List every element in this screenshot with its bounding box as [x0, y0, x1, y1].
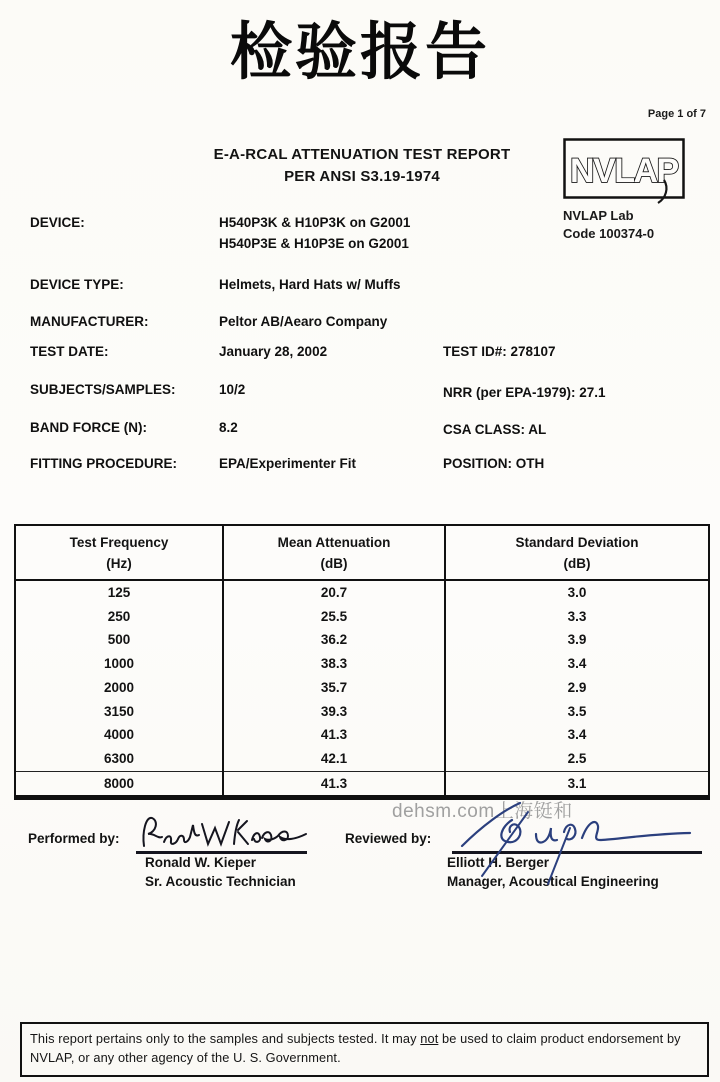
table-cell: 500 — [107, 632, 131, 648]
table-cell: 3.9 — [445, 628, 709, 652]
table-cell: 2.9 — [445, 676, 709, 700]
table-cell: 25.5 — [223, 605, 445, 629]
table-cell: 125 — [107, 585, 131, 600]
performed-by-title: Sr. Acoustic Technician — [145, 874, 296, 889]
position-field: POSITION: OTH — [443, 456, 545, 471]
table-cell: 39.3 — [223, 700, 445, 724]
performed-signature-icon — [138, 806, 313, 854]
fitting-procedure-label: FITTING PROCEDURE: — [30, 456, 177, 471]
table-row — [15, 700, 709, 724]
nrr-field: NRR (per EPA-1979): 27.1 — [443, 385, 606, 400]
watermark: dehsm.com上海铤和 — [392, 801, 573, 822]
device-value-line1: H540P3K & H10P3K on G2001 — [219, 215, 411, 230]
table-cell: 3.5 — [445, 700, 709, 724]
table-cell: 41.3 — [223, 723, 445, 747]
table-row — [15, 628, 709, 652]
nvlap-logo-icon — [563, 138, 685, 200]
band-force-label: BAND FORCE (N): — [30, 420, 147, 435]
table-row — [15, 723, 709, 747]
fitting-procedure-value: EPA/Experimenter Fit — [219, 456, 357, 471]
table-cell: 36.2 — [223, 628, 445, 652]
table-cell: 250 — [107, 608, 131, 624]
nvlap-lab-line2: Code 100374-0 — [563, 226, 655, 241]
disclaimer-box — [20, 1022, 709, 1077]
reviewed-signature-icon — [452, 796, 702, 854]
table-row — [15, 652, 709, 676]
table-row — [15, 676, 709, 700]
table-cell: 6300 — [103, 750, 135, 766]
table-cell: 3150 — [103, 703, 135, 719]
page-indicator: Page 1 of 7 — [647, 108, 706, 120]
test-id-field: TEST ID#: 278107 — [443, 344, 556, 359]
table-cell: 2000 — [103, 679, 135, 695]
reviewed-by-name: Elliott H. Berger — [447, 855, 550, 870]
subjects-samples-label: SUBJECTS/SAMPLES: — [30, 382, 176, 397]
test-date-label: TEST DATE: — [30, 344, 109, 359]
table-cell: 3.0 — [445, 580, 709, 605]
manufacturer-value: Peltor AB/Aearo Company — [219, 314, 388, 329]
page-title: 检验报告 — [229, 18, 490, 87]
report-title-line1: E-A-RCAL ATTENUATION TEST REPORT — [213, 146, 511, 163]
attenuation-table-body — [15, 580, 709, 798]
nvlap-logo-text: NVLAP — [570, 152, 678, 190]
test-date-value: January 28, 2002 — [219, 344, 328, 359]
nvlap-lab-caption — [563, 207, 685, 243]
device-type-label: DEVICE TYPE: — [30, 277, 124, 292]
table-cell: 2.5 — [445, 747, 709, 771]
col-header-mean-attenuation: Mean Attenuation (dB) — [223, 525, 445, 580]
csa-class-field: CSA CLASS: AL — [443, 422, 547, 437]
performed-by-name: Ronald W. Kieper — [145, 855, 257, 870]
performed-by-label: Performed by: — [28, 831, 120, 846]
nvlap-logo — [563, 138, 685, 243]
disclaimer-text-after: be used to claim product endorsement by NVLAP, or any other agency of the U. S. Government. — [30, 1031, 681, 1065]
table-cell: 41.3 — [223, 771, 445, 798]
table-row — [15, 605, 709, 629]
table-cell: 3.4 — [445, 723, 709, 747]
table-row — [15, 771, 709, 798]
band-force-value: 8.2 — [219, 420, 238, 435]
table-cell: 3.4 — [445, 652, 709, 676]
col-header-frequency: Test Frequency (Hz) — [15, 525, 223, 580]
table-cell: 3.3 — [445, 605, 709, 629]
table-cell: 35.7 — [223, 676, 445, 700]
disclaimer-not-word: not — [420, 1031, 439, 1046]
table-cell: 42.1 — [223, 747, 445, 771]
reviewed-by-title: Manager, Acoustical Engineering — [447, 874, 659, 889]
table-cell: 8000 — [15, 771, 223, 798]
table-cell: 4000 — [103, 727, 135, 743]
table-header-row — [15, 525, 709, 580]
device-label: DEVICE: — [30, 215, 85, 230]
table-cell: 38.3 — [223, 652, 445, 676]
subjects-samples-value: 10/2 — [219, 382, 246, 397]
attenuation-table — [14, 524, 708, 800]
table-cell: 1000 — [103, 656, 135, 672]
disclaimer-text-before: This report pertains only to the samples and subjects tested. It may — [30, 1031, 421, 1046]
table-cell: 20.7 — [223, 580, 445, 605]
reviewed-by-label: Reviewed by: — [345, 831, 432, 846]
table-row — [15, 580, 709, 605]
manufacturer-label: MANUFACTURER: — [30, 314, 149, 329]
report-title-line2: PER ANSI S3.19-1974 — [284, 168, 440, 185]
col-header-standard-deviation: Standard Deviation (dB) — [445, 525, 709, 580]
nvlap-lab-line1: NVLAP Lab — [563, 208, 634, 223]
table-cell: 3.1 — [445, 771, 709, 798]
table-row — [15, 747, 709, 771]
device-type-value: Helmets, Hard Hats w/ Muffs — [219, 277, 401, 292]
device-value-line2: H540P3E & H10P3E on G2001 — [219, 236, 409, 251]
